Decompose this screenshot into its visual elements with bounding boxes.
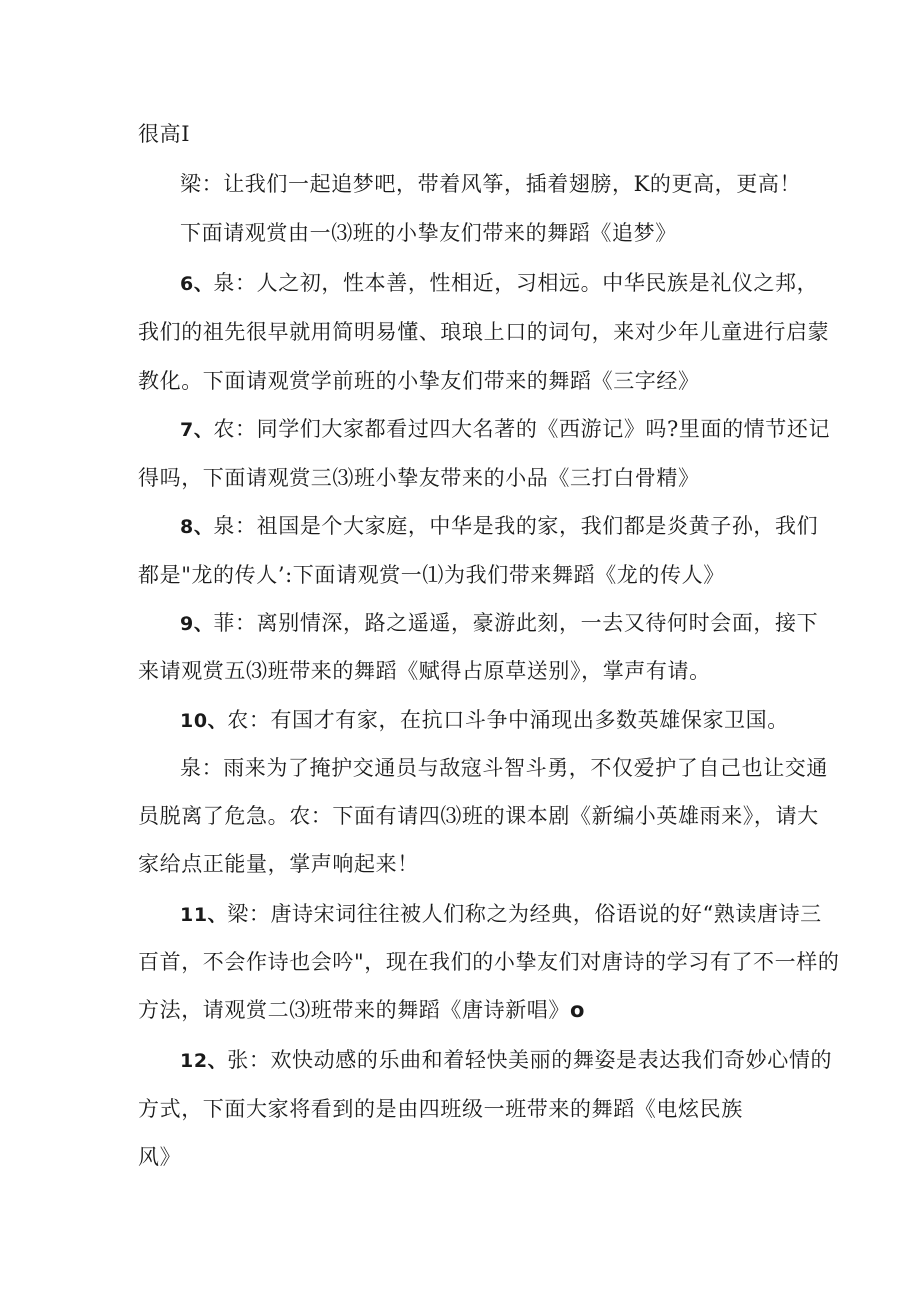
paragraph-9-line-1	[180, 608, 818, 639]
line-text: 都是"龙的传人’:下面请观赏一⑴为我们带来舞蹈《龙的传人》	[138, 563, 725, 587]
line-text: 下面请观赏由一⑶班的小挚友们带来的舞蹈《追梦》	[180, 221, 677, 245]
paragraph-8-line-1	[180, 511, 818, 542]
line-text: 农：同学们大家都看过四大名著的《西游记》吗?里面的情节还记	[213, 417, 831, 441]
paragraph-7-line-2	[138, 463, 700, 493]
line-text: 梁：唐诗宋词往往被人们称之为经典，俗语说的好“熟读唐诗三	[227, 902, 822, 926]
line-text: 员脱离了危急。农：下面有请四⑶班的课本剧《新编小英雄雨来》，请大	[138, 804, 819, 828]
line-text: 梁：让我们一起追梦吧，带着风筝，插着翅膀，K的更高，更高！	[180, 172, 802, 196]
line-text: 得吗，下面请观赏三⑶班小挚友带来的小品《三打白骨精》	[138, 466, 700, 490]
text-line-2	[180, 169, 801, 199]
paragraph-rain-line-3	[138, 849, 419, 879]
line-text: 菲：离别情深，路之遥遥，豪游此刻，一去又待何时会面，接下	[213, 611, 819, 635]
line-text: 方法，请观赏二⑶班带来的舞蹈《唐诗新唱》	[138, 998, 570, 1022]
paragraph-6-line-3	[138, 366, 700, 396]
line-text: 很高I	[138, 122, 191, 146]
trailing-char: o	[570, 998, 586, 1022]
line-text: 张：欢快动感的乐曲和着轻快美丽的舞姿是表达我们奇妙心情的	[227, 1048, 833, 1072]
line-text: 百首，不会作诗也会吟"，现在我们的小挚友们对唐诗的学习有了不一样的	[138, 950, 840, 974]
text-line-3	[180, 218, 677, 248]
line-text: 泉：雨来为了掩护交通员与敌寇斗智斗勇，不仅爱护了自己也让交通	[180, 756, 828, 780]
paragraph-12-line-2	[138, 1094, 743, 1124]
line-text: 泉：祖国是个大家庭，中华是我的家，我们都是炎黄子孙，我们	[213, 514, 819, 538]
line-text: 泉：人之初，性本善，性相近，习相远。中华民族是礼仪之邦，	[213, 271, 819, 295]
paragraph-7-line-1	[180, 414, 830, 445]
item-number: 11、	[180, 904, 228, 926]
line-text: 家给点正能量，掌声响起来！	[138, 852, 419, 876]
text-line-1	[138, 119, 190, 149]
paragraph-11-line-1	[180, 899, 822, 930]
line-text: 农：有国才有家，在抗口斗争中涌现出多数英雄保家卫国。	[227, 708, 789, 732]
paragraph-10-line-1	[180, 705, 789, 736]
paragraph-12-line-3	[138, 1142, 181, 1172]
item-number: 7、	[180, 419, 214, 441]
item-number: 6、	[180, 273, 214, 295]
line-text: 方式，下面大家将看到的是由四班级一班带来的舞蹈《电炫民族	[138, 1097, 743, 1121]
paragraph-12-line-1	[180, 1045, 832, 1076]
paragraph-11-line-2	[138, 947, 839, 977]
paragraph-6-line-1	[180, 268, 818, 299]
paragraph-rain-line-1	[180, 753, 828, 783]
line-text: 风》	[138, 1145, 182, 1169]
item-number: 9、	[180, 613, 214, 635]
item-number: 8、	[180, 516, 214, 538]
paragraph-11-line-3	[138, 995, 585, 1025]
line-text: 来请观赏五⑶班带来的舞蹈《赋得占原草送别》，掌声有请。	[138, 659, 711, 683]
paragraph-rain-line-2	[138, 801, 819, 831]
item-number: 10、	[180, 710, 228, 732]
line-text: 我们的祖先很早就用简明易懂、琅琅上口的词句，来对少年儿童进行启蒙	[138, 320, 830, 344]
paragraph-9-line-2	[138, 656, 711, 686]
paragraph-8-line-2	[138, 560, 725, 590]
paragraph-6-line-2	[138, 317, 829, 347]
item-number: 12、	[180, 1050, 228, 1072]
line-text: 教化。下面请观赏学前班的小挚友们带来的舞蹈《三字经》	[138, 369, 700, 393]
